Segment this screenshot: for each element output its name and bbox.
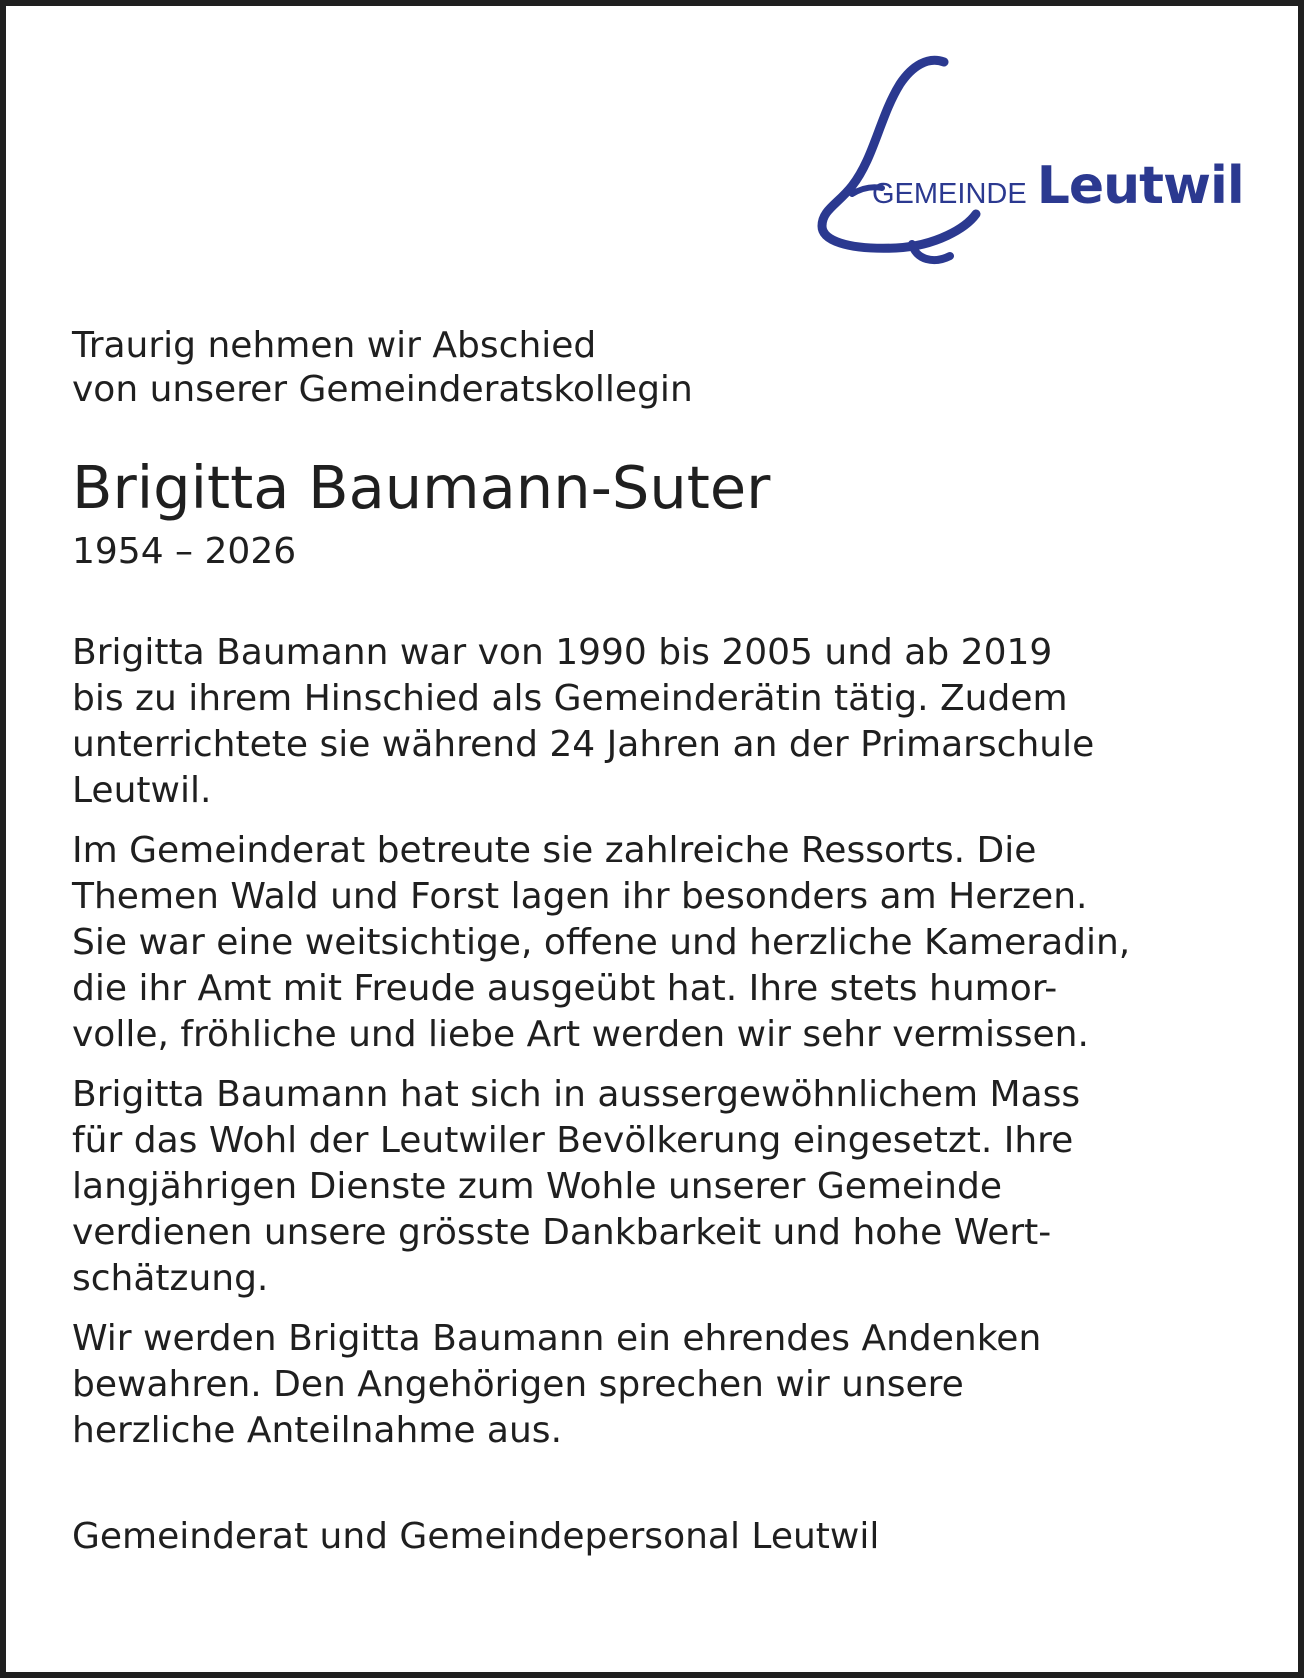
intro-line: von unserer Gemeinderatskollegin [72, 369, 693, 410]
text-line: volle, fröhliche und liebe Art werden wir sehr vermissen. [72, 1014, 1089, 1055]
intro-line: Traurig nehmen wir Abschied [72, 325, 597, 366]
logo-wordmark [872, 156, 1244, 216]
paragraph [72, 1072, 1272, 1302]
text-line: schätzung. [72, 1258, 269, 1299]
text-line: Wir werden Brigitta Baumann ein ehrendes Andenken [72, 1318, 1042, 1359]
gemeinde-leutwil-logo [816, 54, 1266, 290]
text-line: Brigitta Baumann hat sich in aussergewöhnlichem Mass [72, 1074, 1081, 1115]
text-line: Themen Wald und Forst lagen ihr besonders am Herzen. [72, 876, 1088, 917]
text-line: Leutwil. [72, 770, 212, 811]
obituary-body [72, 630, 1272, 1454]
logo-prefix: GEMEINDE [872, 178, 1027, 210]
life-dates: 1954 – 2026 [72, 531, 297, 572]
text-line: unterrichtete sie während 24 Jahren an der Primarschule [72, 724, 1095, 765]
text-line: für das Wohl der Leutwiler Bevölkerung eingesetzt. Ihre [72, 1120, 1074, 1161]
paragraph [72, 828, 1272, 1058]
deceased-name: Brigitta Baumann-Suter [72, 453, 771, 522]
text-line: langjährigen Dienste zum Wohle unserer Gemeinde [72, 1166, 1002, 1207]
text-line: Im Gemeinderat betreute sie zahlreiche Ressorts. Die [72, 830, 1037, 871]
paragraph [72, 630, 1272, 814]
intro-text [72, 324, 1272, 412]
text-line: Brigitta Baumann war von 1990 bis 2005 und ab 2019 [72, 632, 1053, 673]
paragraph [72, 1316, 1272, 1454]
text-line: herzliche Anteilnahme aus. [72, 1410, 563, 1451]
text-line: bis zu ihrem Hinschied als Gemeinderätin tätig. Zudem [72, 678, 1068, 719]
text-line: verdienen unsere grösste Dankbarkeit und hohe Wert- [72, 1212, 1052, 1253]
logo-name: Leutwil [1036, 156, 1244, 216]
text-line: bewahren. Den Angehörigen sprechen wir unsere [72, 1364, 964, 1405]
signature: Gemeinderat und Gemeindepersonal Leutwil [72, 1516, 880, 1557]
obituary-content [72, 324, 1272, 1560]
text-line: die ihr Amt mit Freude ausgeübt hat. Ihre stets humor- [72, 968, 1058, 1009]
text-line: Sie war eine weitsichtige, offene und herzliche Kameradin, [72, 922, 1131, 963]
